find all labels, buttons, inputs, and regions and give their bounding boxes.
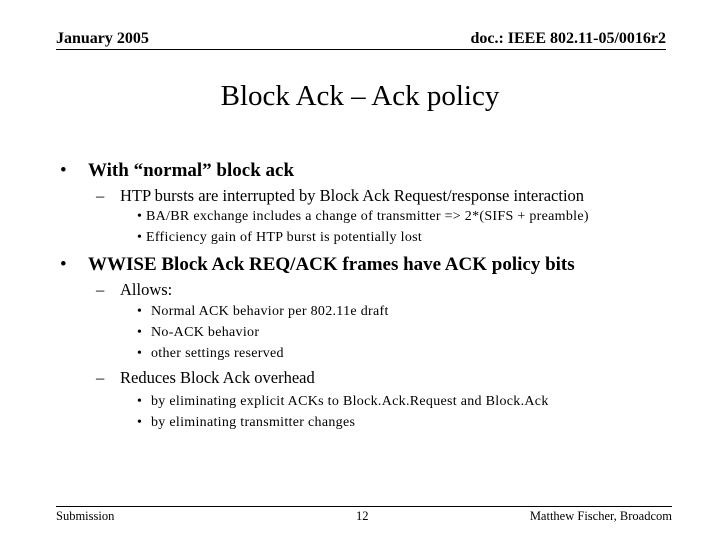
dash-marker: – [96, 186, 105, 205]
item-marker: • [137, 415, 143, 430]
footer-rule [56, 506, 672, 507]
dash-marker: – [96, 280, 105, 299]
item-marker: • [137, 325, 143, 340]
allows-item-2: No-ACK behavior [151, 325, 260, 340]
slide-title: Block Ack – Ack policy [220, 80, 500, 112]
allows-item-1: Normal ACK behavior per 802.11e draft [151, 304, 389, 319]
allows-text: Allows: [120, 280, 173, 299]
item-marker: • [137, 304, 143, 319]
bullet-1-sub-text: HTP bursts are interrupted by Block Ack Request/response interaction [120, 186, 585, 205]
header-date: January 2005 [56, 30, 149, 47]
bullet-marker: • [60, 254, 67, 275]
footer-author: Matthew Fischer, Broadcom [529, 509, 672, 523]
bullet-1-item-2: • Efficiency gain of HTP burst is potentially lost [137, 230, 423, 245]
bullet-2-text: WWISE Block Ack REQ/ACK frames have ACK policy bits [88, 254, 575, 275]
footer-submission: Submission [56, 509, 115, 523]
allows-item-3: other settings reserved [151, 346, 284, 361]
footer-page-number: 12 [356, 509, 369, 523]
bullet-marker: • [60, 160, 67, 181]
header-rule [56, 49, 666, 50]
reduces-text: Reduces Block Ack overhead [120, 368, 315, 387]
reduces-item-1: by eliminating explicit ACKs to Block.Ack.Request and Block.Ack [151, 394, 549, 409]
bullet-1-item-1: • BA/BR exchange includes a change of transmitter => 2*(SIFS + preamble) [137, 209, 589, 224]
dash-marker: – [96, 368, 105, 387]
reduces-item-2: by eliminating transmitter changes [151, 415, 356, 430]
item-marker: • [137, 346, 143, 361]
bullet-1-text: With “normal” block ack [88, 160, 295, 181]
header-doc-id: doc.: IEEE 802.11-05/0016r2 [470, 30, 666, 47]
item-marker: • [137, 394, 143, 409]
